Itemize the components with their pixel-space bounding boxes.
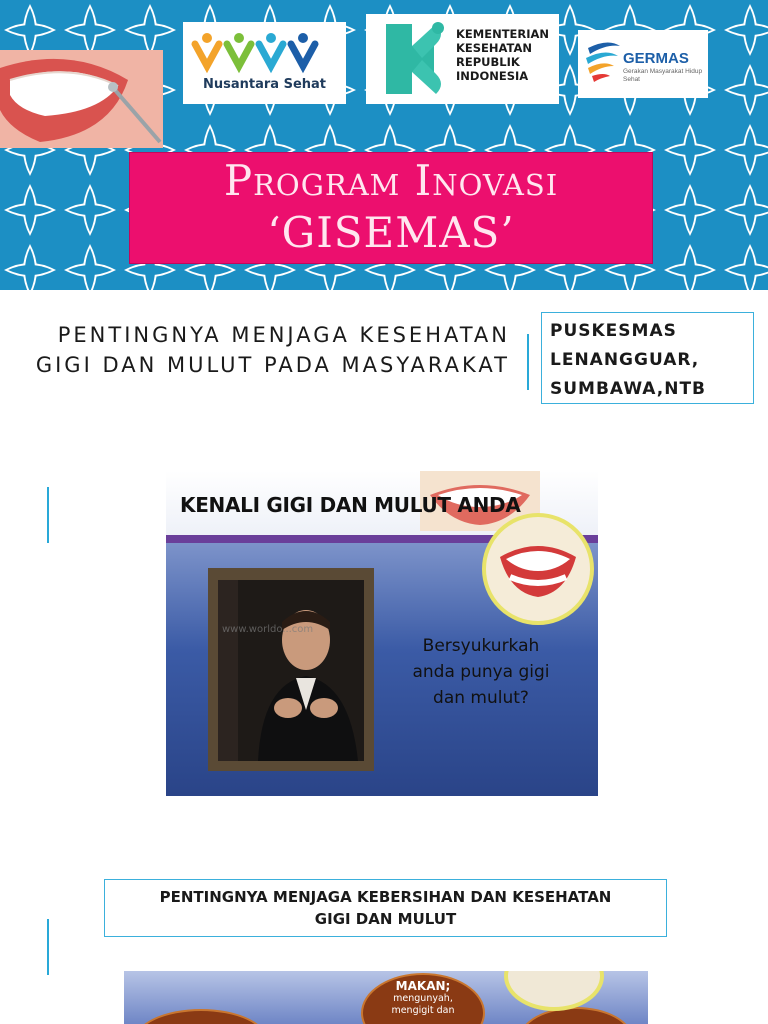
program-title-box [129,152,653,264]
smile-photo [0,50,163,148]
lips-image [504,971,604,1011]
nusantara-figures-icon [183,22,346,77]
header-banner [0,0,768,290]
kemenkes-line: KESEHATAN [456,41,533,55]
subtitle-line-1: PENTINGNYA MENJAGA KESEHATAN [57,323,510,347]
makan-title: MAKAN; [395,979,451,993]
germas-subtitle: Gerakan Masyarakat Hidup Sehat [623,68,703,83]
denture-image [482,513,594,625]
question-line: anda punya gigi [412,662,550,682]
kemenkes-text [456,27,549,83]
slide-divider [47,487,49,543]
slide-subtitle [0,320,510,380]
slide3-title-box [104,879,667,937]
kemenkes-line: INDONESIA [456,69,529,83]
diagram-bubble [519,1007,633,1024]
kemenkes-emblem-icon [366,14,456,104]
embedded-slide-image-2 [124,971,648,1024]
embedded-slide-image [166,471,598,796]
location-line: LENANGGUAR, [550,350,700,370]
slide-title: KENALI GIGI DAN MULUT ANDA [180,493,521,517]
mirror-photo [208,568,374,771]
nusantara-sehat-logo [183,22,346,104]
location-line: SUMBAWA,NTB [550,379,707,399]
location-box [541,312,754,404]
question-line: dan mulut? [433,688,529,708]
germas-wordmark: GERMAS [623,50,689,67]
slide3-title-line-1: PENTINGNYA MENJAGA KEBERSIHAN DAN KESEHATAN [159,888,612,906]
makan-line: mengigit dan [391,1005,455,1016]
kemenkes-logo [366,14,559,104]
germas-logo [578,30,708,98]
kemenkes-line: KEMENTERIAN [456,27,550,41]
question-line: Bersyukurkah [422,636,540,656]
subtitle-line-2: GIGI DAN MULUT PADA MASYARAKAT [35,353,510,377]
slide3-title-line-2: GIGI DAN MULUT [314,910,457,928]
kemenkes-line: REPUBLIK [456,55,520,69]
subtitle-divider [527,334,529,390]
germas-swoosh-icon [578,30,623,98]
diagram-bubble [134,1009,268,1024]
makan-bubble [361,973,485,1024]
program-title-line-1: Program Inovasi [223,156,559,205]
watermark-text: www.worldo...com [222,624,314,635]
makan-line: mengunyah, [393,993,453,1004]
program-title-line-2: ‘GISEMAS’ [267,208,515,257]
location-line: PUSKESMAS [550,321,677,341]
slide3-divider [47,919,49,975]
nusantara-sehat-label: Nusantara Sehat [202,77,327,92]
slide-question [391,633,571,711]
